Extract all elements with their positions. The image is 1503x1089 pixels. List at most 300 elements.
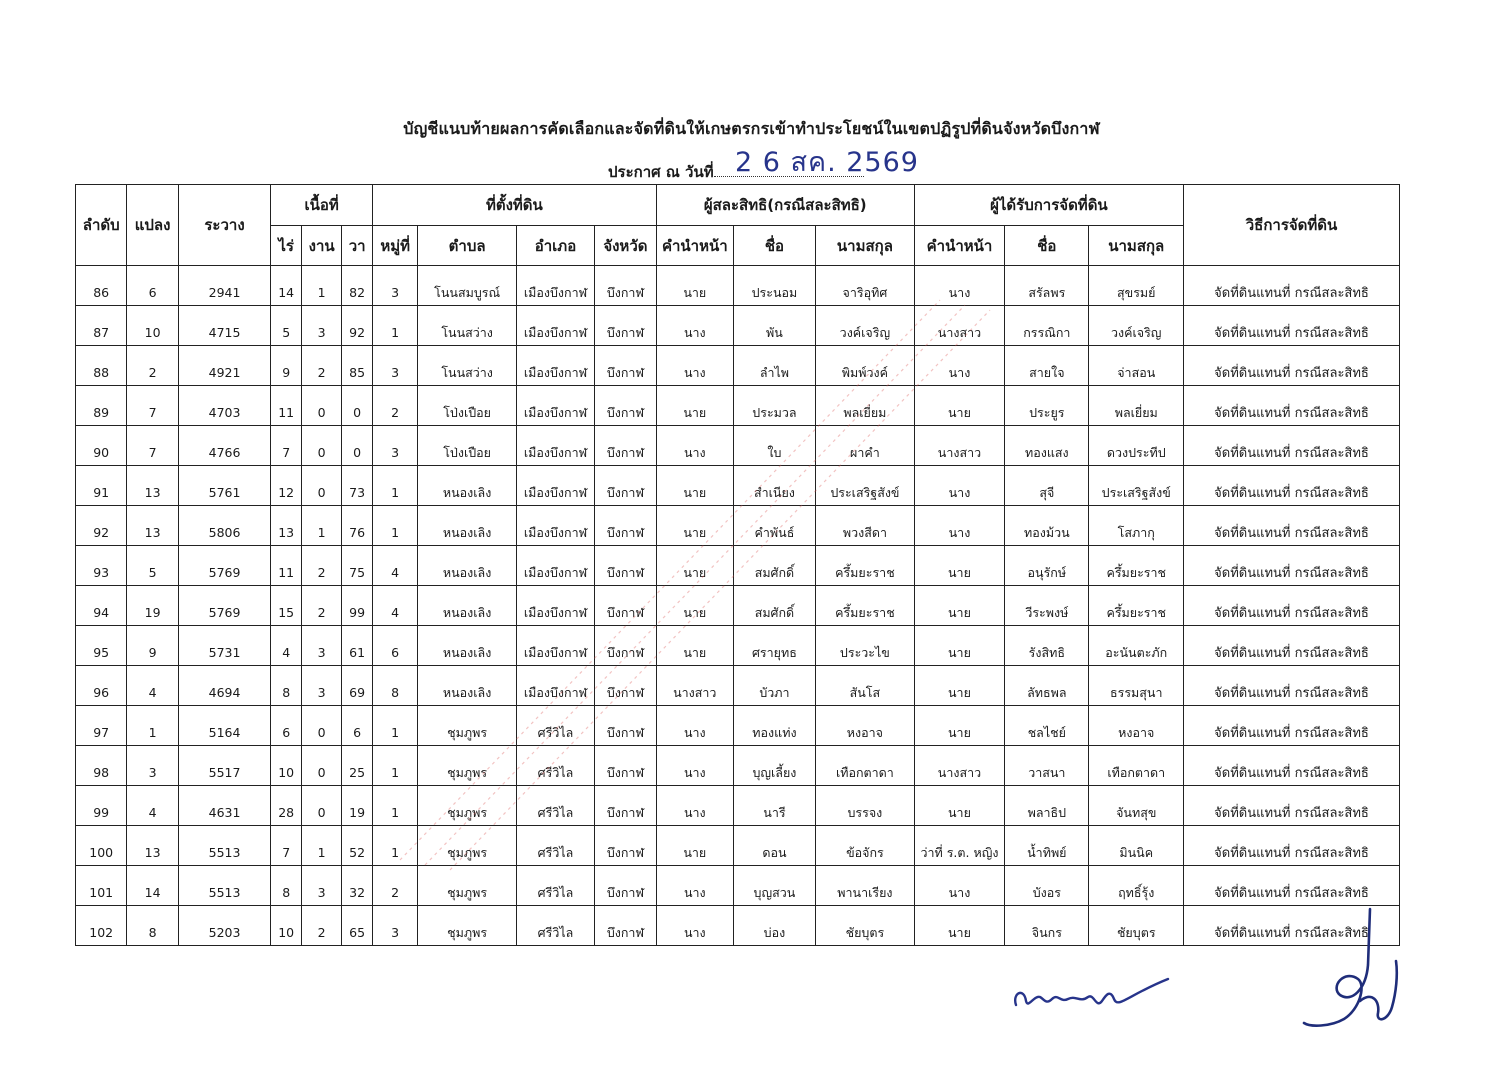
cell-method: จัดที่ดินแทนที่ กรณีสละสิทธิ: [1184, 346, 1400, 386]
cell-village: 4: [373, 586, 418, 626]
cell-plot: 1: [127, 706, 178, 746]
cell-recipient-prefix: นาย: [914, 666, 1004, 706]
table-body: [76, 266, 1400, 946]
cell-area-ngan: 3: [302, 306, 342, 346]
cell-area-rai: 6: [271, 706, 302, 746]
cell-recipient-surname: หงอาจ: [1089, 706, 1184, 746]
cell-survey: 4631: [178, 786, 271, 826]
cell-district: เมืองบึงกาฬ: [516, 466, 594, 506]
cell-plot: 9: [127, 626, 178, 666]
cell-area-rai: 4: [271, 626, 302, 666]
cell-subdistrict: หนองเลิง: [418, 666, 517, 706]
table-header: [76, 185, 1400, 266]
cell-village: 1: [373, 706, 418, 746]
document-title: บัญชีแนบท้ายผลการคัดเลือกและจัดที่ดินให้เกษตรกรเข้าทำประโยชน์ในเขตปฏิรูปที่ดินจังหวัดบึงกาฬ: [403, 119, 1100, 138]
cell-village: 1: [373, 506, 418, 546]
cell-order: 87: [76, 306, 127, 346]
table-row: [76, 666, 1400, 706]
cell-relinquisher-surname: พิมพ์วงค์: [816, 346, 915, 386]
cell-recipient-surname: ธรรมสุนา: [1089, 666, 1184, 706]
cell-relinquisher-surname: พานาเรียง: [816, 866, 915, 906]
cell-recipient-surname: ฤทธิ์รุ้ง: [1089, 866, 1184, 906]
cell-area-rai: 8: [271, 866, 302, 906]
cell-area-ngan: 3: [302, 666, 342, 706]
cell-relinquisher-prefix: นาง: [656, 906, 733, 946]
cell-district: ศรีวิไล: [516, 706, 594, 746]
cell-method: จัดที่ดินแทนที่ กรณีสละสิทธิ: [1184, 906, 1400, 946]
table-row: [76, 546, 1400, 586]
cell-relinquisher-surname: พลเยี่ยม: [816, 386, 915, 426]
header-relinquisher: ผู้สละสิทธิ(กรณีสละสิทธิ): [656, 185, 914, 226]
cell-plot: 14: [127, 866, 178, 906]
cell-order: 94: [76, 586, 127, 626]
cell-recipient-prefix: นาย: [914, 706, 1004, 746]
cell-relinquisher-prefix: นาง: [656, 426, 733, 466]
cell-plot: 13: [127, 826, 178, 866]
signature-left: [1010, 975, 1180, 1025]
table-row: [76, 466, 1400, 506]
table-row: [76, 746, 1400, 786]
table-row: [76, 426, 1400, 466]
cell-province: บึงกาฬ: [595, 546, 657, 586]
cell-relinquisher-firstname: ประมวล: [733, 386, 815, 426]
announcement-label: ประกาศ ณ วันที่: [608, 163, 714, 181]
cell-plot: 13: [127, 506, 178, 546]
cell-district: เมืองบึงกาฬ: [516, 506, 594, 546]
cell-area-ngan: 0: [302, 706, 342, 746]
cell-order: 100: [76, 826, 127, 866]
cell-method: จัดที่ดินแทนที่ กรณีสละสิทธิ: [1184, 546, 1400, 586]
cell-province: บึงกาฬ: [595, 666, 657, 706]
cell-relinquisher-prefix: นาย: [656, 546, 733, 586]
cell-order: 91: [76, 466, 127, 506]
cell-village: 1: [373, 786, 418, 826]
cell-relinquisher-prefix: นาย: [656, 586, 733, 626]
cell-recipient-firstname: พลาธิป: [1005, 786, 1089, 826]
cell-order: 92: [76, 506, 127, 546]
cell-province: บึงกาฬ: [595, 506, 657, 546]
cell-relinquisher-surname: ชัยบุตร: [816, 906, 915, 946]
cell-subdistrict: ชุมภูพร: [418, 706, 517, 746]
cell-area-rai: 7: [271, 426, 302, 466]
cell-relinquisher-firstname: ลำไพ: [733, 346, 815, 386]
cell-area-ngan: 2: [302, 906, 342, 946]
cell-area-wa: 92: [342, 306, 373, 346]
cell-order: 96: [76, 666, 127, 706]
header-relinquisher-firstname: ชื่อ: [733, 226, 815, 266]
cell-village: 8: [373, 666, 418, 706]
cell-province: บึงกาฬ: [595, 626, 657, 666]
cell-area-rai: 13: [271, 506, 302, 546]
cell-survey: 5513: [178, 866, 271, 906]
cell-village: 3: [373, 266, 418, 306]
cell-province: บึงกาฬ: [595, 426, 657, 466]
cell-subdistrict: หนองเลิง: [418, 546, 517, 586]
cell-recipient-surname: สุขรมย์: [1089, 266, 1184, 306]
cell-relinquisher-surname: ข้อจักร: [816, 826, 915, 866]
table-row: [76, 306, 1400, 346]
cell-recipient-firstname: บังอร: [1005, 866, 1089, 906]
cell-recipient-prefix: นาง: [914, 266, 1004, 306]
cell-subdistrict: โนนสว่าง: [418, 306, 517, 346]
cell-area-ngan: 2: [302, 346, 342, 386]
cell-relinquisher-surname: เทือกตาดา: [816, 746, 915, 786]
cell-order: 86: [76, 266, 127, 306]
table-row: [76, 786, 1400, 826]
cell-recipient-surname: ชัยบุตร: [1089, 906, 1184, 946]
cell-relinquisher-prefix: นาย: [656, 626, 733, 666]
cell-order: 101: [76, 866, 127, 906]
cell-survey: 4715: [178, 306, 271, 346]
cell-area-wa: 82: [342, 266, 373, 306]
cell-plot: 19: [127, 586, 178, 626]
cell-relinquisher-firstname: สมศักดิ์: [733, 586, 815, 626]
cell-method: จัดที่ดินแทนที่ กรณีสละสิทธิ: [1184, 386, 1400, 426]
cell-province: บึงกาฬ: [595, 346, 657, 386]
cell-district: เมืองบึงกาฬ: [516, 266, 594, 306]
cell-relinquisher-firstname: สมศักดิ์: [733, 546, 815, 586]
cell-province: บึงกาฬ: [595, 866, 657, 906]
cell-district: เมืองบึงกาฬ: [516, 306, 594, 346]
header-recipient-surname: นามสกุล: [1089, 226, 1184, 266]
cell-recipient-firstname: วาสนา: [1005, 746, 1089, 786]
cell-province: บึงกาฬ: [595, 586, 657, 626]
cell-recipient-surname: อะนันตะภัก: [1089, 626, 1184, 666]
cell-area-ngan: 2: [302, 546, 342, 586]
cell-recipient-surname: มินนิค: [1089, 826, 1184, 866]
cell-survey: 5761: [178, 466, 271, 506]
header-district: อำเภอ: [516, 226, 594, 266]
cell-recipient-firstname: สายใจ: [1005, 346, 1089, 386]
cell-area-rai: 10: [271, 906, 302, 946]
cell-relinquisher-prefix: นาย: [656, 466, 733, 506]
cell-recipient-firstname: วีระพงษ์: [1005, 586, 1089, 626]
cell-village: 1: [373, 746, 418, 786]
cell-province: บึงกาฬ: [595, 786, 657, 826]
cell-area-wa: 61: [342, 626, 373, 666]
cell-province: บึงกาฬ: [595, 746, 657, 786]
cell-recipient-prefix: นาย: [914, 386, 1004, 426]
header-area: เนื้อที่: [271, 185, 373, 226]
cell-subdistrict: ชุมภูพร: [418, 786, 517, 826]
cell-area-rai: 10: [271, 746, 302, 786]
cell-subdistrict: ชุมภูพร: [418, 906, 517, 946]
cell-relinquisher-firstname: พัน: [733, 306, 815, 346]
cell-village: 3: [373, 906, 418, 946]
cell-relinquisher-surname: ประวะไข: [816, 626, 915, 666]
header-recipient: ผู้ได้รับการจัดที่ดิน: [914, 185, 1183, 226]
cell-area-rai: 11: [271, 386, 302, 426]
cell-order: 93: [76, 546, 127, 586]
cell-method: จัดที่ดินแทนที่ กรณีสละสิทธิ: [1184, 786, 1400, 826]
cell-survey: 5731: [178, 626, 271, 666]
cell-survey: 5806: [178, 506, 271, 546]
cell-recipient-prefix: นางสาว: [914, 746, 1004, 786]
cell-method: จัดที่ดินแทนที่ กรณีสละสิทธิ: [1184, 506, 1400, 546]
cell-recipient-surname: โสภากุ: [1089, 506, 1184, 546]
cell-relinquisher-surname: บรรจง: [816, 786, 915, 826]
cell-recipient-surname: จ่าสอน: [1089, 346, 1184, 386]
cell-recipient-firstname: ประยูร: [1005, 386, 1089, 426]
header-province: จังหวัด: [595, 226, 657, 266]
table-row: [76, 506, 1400, 546]
cell-order: 99: [76, 786, 127, 826]
cell-recipient-prefix: นาย: [914, 906, 1004, 946]
cell-survey: 4921: [178, 346, 271, 386]
table-row: [76, 626, 1400, 666]
cell-recipient-firstname: ลัทธพล: [1005, 666, 1089, 706]
cell-relinquisher-firstname: ประนอม: [733, 266, 815, 306]
cell-area-wa: 73: [342, 466, 373, 506]
cell-plot: 7: [127, 386, 178, 426]
cell-district: เมืองบึงกาฬ: [516, 666, 594, 706]
cell-relinquisher-firstname: ทองแท่ง: [733, 706, 815, 746]
cell-relinquisher-firstname: คำพันธ์: [733, 506, 815, 546]
cell-village: 6: [373, 626, 418, 666]
cell-relinquisher-surname: สันโส: [816, 666, 915, 706]
cell-plot: 7: [127, 426, 178, 466]
cell-survey: 4703: [178, 386, 271, 426]
table-row: [76, 266, 1400, 306]
cell-area-rai: 14: [271, 266, 302, 306]
cell-recipient-surname: วงค์เจริญ: [1089, 306, 1184, 346]
cell-method: จัดที่ดินแทนที่ กรณีสละสิทธิ: [1184, 666, 1400, 706]
cell-method: จัดที่ดินแทนที่ กรณีสละสิทธิ: [1184, 266, 1400, 306]
cell-relinquisher-surname: ประเสริฐสังข์: [816, 466, 915, 506]
cell-order: 97: [76, 706, 127, 746]
cell-recipient-firstname: สุจี: [1005, 466, 1089, 506]
cell-subdistrict: โป่งเปือย: [418, 426, 517, 466]
cell-district: เมืองบึงกาฬ: [516, 346, 594, 386]
cell-relinquisher-prefix: นาง: [656, 706, 733, 746]
header-area-rai: ไร่: [271, 226, 302, 266]
cell-area-wa: 75: [342, 546, 373, 586]
header-method: วิธีการจัดที่ดิน: [1184, 185, 1400, 266]
cell-recipient-surname: ครึ้มยะราช: [1089, 586, 1184, 626]
cell-survey: 4766: [178, 426, 271, 466]
cell-recipient-firstname: ทองม้วน: [1005, 506, 1089, 546]
cell-area-rai: 28: [271, 786, 302, 826]
cell-relinquisher-prefix: นางสาว: [656, 666, 733, 706]
cell-village: 4: [373, 546, 418, 586]
cell-district: เมืองบึงกาฬ: [516, 386, 594, 426]
cell-relinquisher-prefix: นาง: [656, 746, 733, 786]
cell-relinquisher-surname: หงอาจ: [816, 706, 915, 746]
cell-recipient-surname: พลเยี่ยม: [1089, 386, 1184, 426]
cell-recipient-surname: ครึ้มยะราช: [1089, 546, 1184, 586]
cell-relinquisher-surname: ผาคำ: [816, 426, 915, 466]
cell-plot: 13: [127, 466, 178, 506]
cell-survey: 5769: [178, 546, 271, 586]
cell-method: จัดที่ดินแทนที่ กรณีสละสิทธิ: [1184, 586, 1400, 626]
cell-area-rai: 9: [271, 346, 302, 386]
cell-recipient-firstname: ทองแสง: [1005, 426, 1089, 466]
cell-method: จัดที่ดินแทนที่ กรณีสละสิทธิ: [1184, 706, 1400, 746]
cell-relinquisher-firstname: บ่อง: [733, 906, 815, 946]
table-row: [76, 586, 1400, 626]
cell-recipient-surname: จันทสุข: [1089, 786, 1184, 826]
cell-district: ศรีวิไล: [516, 826, 594, 866]
cell-district: ศรีวิไล: [516, 786, 594, 826]
cell-province: บึงกาฬ: [595, 826, 657, 866]
cell-area-ngan: 0: [302, 786, 342, 826]
header-plot: แปลง: [127, 185, 178, 266]
cell-recipient-prefix: นาง: [914, 466, 1004, 506]
cell-plot: 6: [127, 266, 178, 306]
cell-area-wa: 85: [342, 346, 373, 386]
cell-area-rai: 15: [271, 586, 302, 626]
cell-order: 95: [76, 626, 127, 666]
cell-area-ngan: 0: [302, 746, 342, 786]
cell-subdistrict: โนนสว่าง: [418, 346, 517, 386]
cell-recipient-prefix: ว่าที่ ร.ต. หญิง: [914, 826, 1004, 866]
cell-area-ngan: 0: [302, 426, 342, 466]
cell-plot: 4: [127, 666, 178, 706]
cell-method: จัดที่ดินแทนที่ กรณีสละสิทธิ: [1184, 426, 1400, 466]
cell-province: บึงกาฬ: [595, 306, 657, 346]
cell-order: 102: [76, 906, 127, 946]
cell-relinquisher-prefix: นาง: [656, 786, 733, 826]
cell-area-rai: 5: [271, 306, 302, 346]
cell-recipient-surname: ดวงประทีป: [1089, 426, 1184, 466]
cell-area-wa: 0: [342, 386, 373, 426]
cell-area-ngan: 0: [302, 386, 342, 426]
cell-village: 2: [373, 866, 418, 906]
cell-method: จัดที่ดินแทนที่ กรณีสละสิทธิ: [1184, 306, 1400, 346]
header-area-ngan: งาน: [302, 226, 342, 266]
cell-plot: 8: [127, 906, 178, 946]
cell-village: 1: [373, 826, 418, 866]
table-row: [76, 866, 1400, 906]
cell-subdistrict: หนองเลิง: [418, 506, 517, 546]
header-relinquisher-surname: นามสกุล: [816, 226, 915, 266]
cell-relinquisher-firstname: สำเนียง: [733, 466, 815, 506]
cell-area-rai: 12: [271, 466, 302, 506]
cell-relinquisher-firstname: บุญสวน: [733, 866, 815, 906]
cell-method: จัดที่ดินแทนที่ กรณีสละสิทธิ: [1184, 826, 1400, 866]
cell-relinquisher-prefix: นาง: [656, 306, 733, 346]
cell-area-wa: 76: [342, 506, 373, 546]
cell-survey: 5517: [178, 746, 271, 786]
cell-district: ศรีวิไล: [516, 906, 594, 946]
cell-relinquisher-prefix: นาง: [656, 346, 733, 386]
announcement-date-handwritten: 2 6 สค. 2569: [735, 147, 919, 178]
cell-province: บึงกาฬ: [595, 906, 657, 946]
cell-subdistrict: โนนสมบูรณ์: [418, 266, 517, 306]
cell-survey: 4694: [178, 666, 271, 706]
cell-method: จัดที่ดินแทนที่ กรณีสละสิทธิ: [1184, 746, 1400, 786]
cell-village: 1: [373, 466, 418, 506]
cell-relinquisher-firstname: ศรายุทธ: [733, 626, 815, 666]
cell-recipient-prefix: นาย: [914, 786, 1004, 826]
table-row: [76, 386, 1400, 426]
cell-recipient-prefix: นาง: [914, 866, 1004, 906]
cell-recipient-firstname: รังสิทธิ: [1005, 626, 1089, 666]
cell-area-ngan: 2: [302, 586, 342, 626]
cell-subdistrict: หนองเลิง: [418, 626, 517, 666]
cell-district: เมืองบึงกาฬ: [516, 426, 594, 466]
cell-order: 88: [76, 346, 127, 386]
cell-relinquisher-firstname: ใบ: [733, 426, 815, 466]
header-village: หมู่ที่: [373, 226, 418, 266]
cell-area-rai: 7: [271, 826, 302, 866]
header-subdistrict: ตำบล: [418, 226, 517, 266]
cell-area-wa: 69: [342, 666, 373, 706]
cell-recipient-surname: เทือกตาดา: [1089, 746, 1184, 786]
cell-relinquisher-firstname: ดอน: [733, 826, 815, 866]
header-survey: ระวาง: [178, 185, 271, 266]
cell-relinquisher-surname: ครึ้มยะราช: [816, 586, 915, 626]
cell-relinquisher-prefix: นาง: [656, 866, 733, 906]
cell-recipient-firstname: ชลไชย์: [1005, 706, 1089, 746]
cell-survey: 5769: [178, 586, 271, 626]
cell-province: บึงกาฬ: [595, 386, 657, 426]
cell-village: 3: [373, 426, 418, 466]
cell-area-wa: 99: [342, 586, 373, 626]
table-row: [76, 706, 1400, 746]
cell-method: จัดที่ดินแทนที่ กรณีสละสิทธิ: [1184, 466, 1400, 506]
cell-relinquisher-firstname: บัวภา: [733, 666, 815, 706]
cell-method: จัดที่ดินแทนที่ กรณีสละสิทธิ: [1184, 866, 1400, 906]
cell-village: 2: [373, 386, 418, 426]
cell-area-ngan: 1: [302, 266, 342, 306]
cell-relinquisher-prefix: นาย: [656, 266, 733, 306]
cell-district: เมืองบึงกาฬ: [516, 586, 594, 626]
cell-area-wa: 19: [342, 786, 373, 826]
cell-order: 98: [76, 746, 127, 786]
cell-subdistrict: ชุมภูพร: [418, 746, 517, 786]
cell-plot: 2: [127, 346, 178, 386]
cell-area-ngan: 1: [302, 826, 342, 866]
cell-area-wa: 52: [342, 826, 373, 866]
cell-area-wa: 6: [342, 706, 373, 746]
cell-recipient-prefix: นาย: [914, 586, 1004, 626]
cell-area-rai: 11: [271, 546, 302, 586]
header-recipient-firstname: ชื่อ: [1005, 226, 1089, 266]
cell-recipient-firstname: อนุรักษ์: [1005, 546, 1089, 586]
cell-subdistrict: ชุมภูพร: [418, 826, 517, 866]
cell-relinquisher-surname: วงค์เจริญ: [816, 306, 915, 346]
cell-relinquisher-firstname: นารี: [733, 786, 815, 826]
cell-area-ngan: 3: [302, 626, 342, 666]
cell-recipient-prefix: นางสาว: [914, 426, 1004, 466]
cell-area-wa: 25: [342, 746, 373, 786]
cell-village: 1: [373, 306, 418, 346]
cell-district: เมืองบึงกาฬ: [516, 626, 594, 666]
cell-district: ศรีวิไล: [516, 866, 594, 906]
cell-plot: 10: [127, 306, 178, 346]
cell-area-ngan: 3: [302, 866, 342, 906]
cell-relinquisher-prefix: นาย: [656, 506, 733, 546]
cell-relinquisher-prefix: นาย: [656, 826, 733, 866]
cell-recipient-firstname: น้ำทิพย์: [1005, 826, 1089, 866]
cell-plot: 5: [127, 546, 178, 586]
cell-area-rai: 8: [271, 666, 302, 706]
cell-plot: 4: [127, 786, 178, 826]
table-row: [76, 826, 1400, 866]
cell-province: บึงกาฬ: [595, 706, 657, 746]
cell-subdistrict: หนองเลิง: [418, 586, 517, 626]
cell-recipient-firstname: กรรณิกา: [1005, 306, 1089, 346]
cell-survey: 5164: [178, 706, 271, 746]
header-area-wa: วา: [342, 226, 373, 266]
cell-relinquisher-prefix: นาย: [656, 386, 733, 426]
cell-relinquisher-surname: จาริอุทิศ: [816, 266, 915, 306]
cell-village: 3: [373, 346, 418, 386]
header-relinquisher-prefix: คำนำหน้า: [656, 226, 733, 266]
cell-area-ngan: 0: [302, 466, 342, 506]
header-location: ที่ตั้งที่ดิน: [373, 185, 657, 226]
